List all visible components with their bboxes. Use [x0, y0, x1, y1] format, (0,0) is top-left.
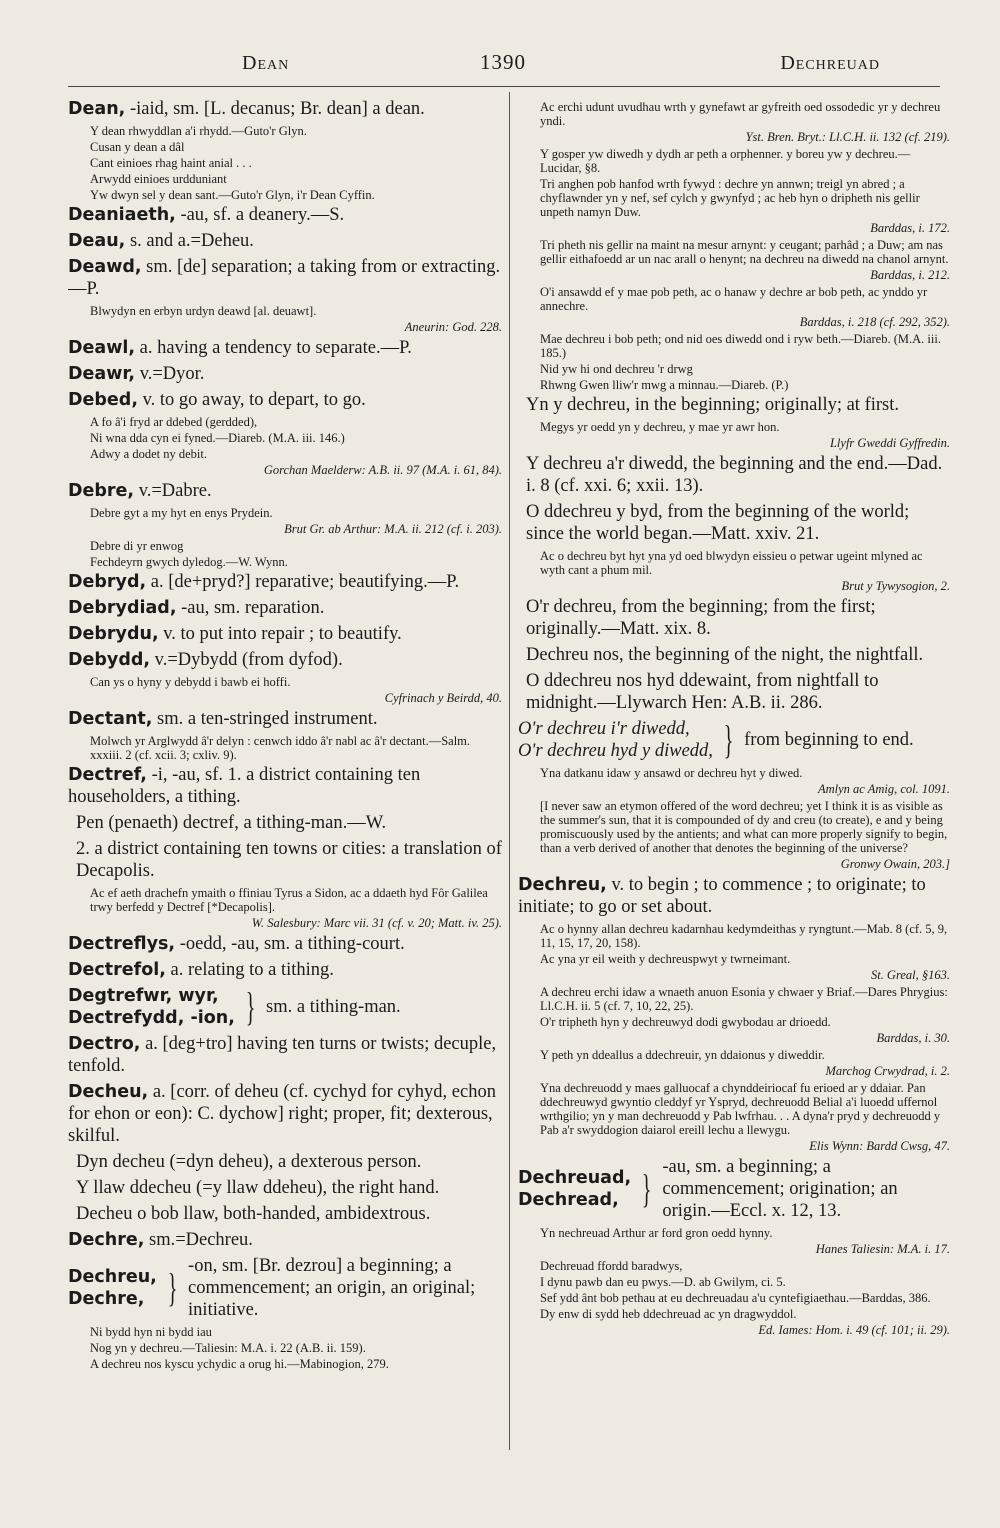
- header-rule: [68, 86, 940, 87]
- dictionary-entry: [68, 708, 502, 730]
- definition: -au, sf. a deanery.—S.: [175, 205, 345, 225]
- citation: Amlyn ac Amig, col. 1091.: [817, 782, 950, 796]
- quotation: Ni bydd hyn ni bydd iau: [90, 1325, 212, 1339]
- citation: Gronwy Owain, 203.]: [840, 857, 950, 871]
- headword: Decheu,: [68, 1082, 149, 1102]
- definition: v.=Dyor.: [135, 364, 205, 384]
- left-column: [68, 98, 502, 1488]
- headword: Debre,: [68, 481, 135, 501]
- definition: v.=Dybydd (from dyfod).: [150, 650, 343, 670]
- citation: Cyfrinach y Beirdd, 40.: [384, 691, 502, 705]
- quotation: Yw dwyn sel y dean sant.—Guto'r Glyn, i'r Dean Cyffin.: [90, 188, 375, 202]
- headword: Dectrefol,: [68, 960, 166, 980]
- dictionary-entry: [68, 764, 502, 808]
- sub-sense: 2. a district containing ten towns or cities: a translation of Decapolis.: [76, 839, 502, 881]
- sub-sense: Dyn decheu (=dyn deheu), a dexterous person.: [76, 1152, 422, 1172]
- headword: Debed,: [68, 390, 138, 410]
- citation: Barddas, i. 218 (cf. 292, 352).: [799, 315, 950, 329]
- dictionary-entry: [68, 933, 502, 955]
- right-column: [518, 98, 950, 1448]
- dictionary-entry: [518, 874, 950, 918]
- quotation: Y peth yn ddeallus a ddechreuir, yn ddaionus y diweddir.: [540, 1048, 825, 1062]
- headword: Debydd,: [68, 650, 151, 670]
- quotation: O'r tripheth hyn y dechreuwyd dodi gwybodau ar drioedd.: [540, 1015, 831, 1029]
- headword: Debrydu,: [68, 624, 159, 644]
- definition: v. to go away, to depart, to go.: [137, 390, 366, 410]
- quotation: Adwy a dodet ny debit.: [90, 447, 207, 461]
- brace: }: [245, 984, 256, 1029]
- definition: s. and a.=Deheu.: [125, 231, 254, 251]
- quotation: Tri anghen pob hanfod wrth fywyd : dechre yn annwn; treigl yn abred ; a chyflawnder yn y nef, sef cylch y gwynfyd ; ac heb hyn o dripheth nis gellir unpeth namyn Duw.: [540, 177, 920, 219]
- headword: Dean,: [68, 99, 126, 119]
- definition: v. to begin ; to commence ; to originate; to initiate; to go or set about.: [518, 875, 926, 917]
- definition: -oedd, -au, sm. a tithing-court.: [175, 934, 405, 954]
- dictionary-entry: [68, 1229, 502, 1251]
- dictionary-entry: [68, 256, 502, 300]
- headword: Dectref,: [68, 765, 147, 785]
- quotation: Ac o dechreu byt hyt yna yd oed blwydyn eissieu o petwar ugeint mlyned ac wyth cant a phum mil.: [540, 549, 923, 577]
- quotation: Fechdeyrn gwych dyledog.—W. Wynn.: [90, 555, 288, 569]
- dictionary-entry: [68, 98, 502, 120]
- quotation: Mae dechreu i bob peth; ond nid oes diwedd ond i ryw beth.—Diareb. (M.A. iii. 185.): [540, 332, 941, 360]
- headword: Deawl,: [68, 338, 136, 358]
- citation: Brut y Tywysogion, 2.: [841, 579, 950, 593]
- citation: Barddas, i. 30.: [876, 1031, 950, 1045]
- quotation: Yna dechreuodd y maes galluocaf a chynddeiriocaf fu erioed ar y ddaiar. Pan ddechreuwyd gwyntio cleddyf yr Yspryd, dechreuodd Belial a'i luoedd uffernol wrthgilio; yn y man dechreuodd y Pab lwfrhau. . . A dyna'r pryd y dechreuodd y Pab a'r swyddogion daiarol ereill lechu a llewygu.: [540, 1081, 941, 1137]
- dictionary-entry: [68, 204, 502, 226]
- citation: Ed. Iames: Hom. i. 49 (cf. 101; ii. 29).: [758, 1323, 950, 1337]
- running-head-left: Dean: [242, 52, 290, 74]
- definition: from beginning to end.: [744, 730, 914, 750]
- page-header: [70, 40, 930, 80]
- quotation: Sef ydd ânt bob pethau at eu dechreuadau a'u cyntefigiaethau.—Barddas, 386.: [540, 1291, 931, 1305]
- headword-group: Dechreu, Dechre,: [68, 1267, 157, 1309]
- quotation: Ac o hynny allan dechreu kadarnhau kedymdeithas y ryngtunt.—Mab. 8 (cf. 5, 9, 11, 15, 17, 20, 158).: [540, 922, 948, 950]
- headword: Deawd,: [68, 257, 142, 277]
- column-divider: [509, 92, 510, 1450]
- headword: Dectreflys,: [68, 934, 176, 954]
- quotation: Ac yna yr eil weith y dechreuspwyt y twrneimant.: [540, 952, 791, 966]
- definition: sm.=Dechreu.: [144, 1230, 253, 1250]
- definition: -iaid, sm. [L. decanus; Br. dean] a dean.: [125, 99, 425, 119]
- quotation: Nog yn y dechreu.—Taliesin: M.A. i. 22 (A.B. ii. 159).: [90, 1341, 366, 1355]
- headword: Dectro,: [68, 1034, 141, 1054]
- dictionary-entry: [68, 571, 502, 593]
- headword: Debrydiad,: [68, 598, 177, 618]
- citation: Aneurin: God. 228.: [404, 320, 502, 334]
- citation: Hanes Taliesin: M.A. i. 17.: [815, 1242, 950, 1256]
- dictionary-entry: [68, 1081, 502, 1147]
- citation: Barddas, i. 172.: [870, 221, 950, 235]
- quotation: Arwydd einioes urdduniant: [90, 172, 227, 186]
- dictionary-entry: [68, 480, 502, 502]
- brace: }: [167, 1265, 178, 1310]
- quotation: Ac erchi udunt uvudhau wrth y gynefawt ar gyfreith oed ossodedic yr y dechreu yndi.: [540, 100, 941, 128]
- quotation: Can ys o hyny y debydd i bawb ei hoffi.: [90, 675, 291, 689]
- sub-sense: Decheu o bob llaw, both-handed, ambidextrous.: [76, 1204, 431, 1224]
- sub-sense: Y dechreu a'r diwedd, the beginning and the end.—Dad. i. 8 (cf. xxi. 6; xxii. 13).: [526, 454, 943, 496]
- definition: sm. [de] separation; a taking from or extracting.—P.: [68, 257, 501, 299]
- quotation: A dechreu erchi idaw a wnaeth anuon Esonia y chwaer y Briaf.—Dares Phrygius: Ll.C.H. ii. 5 (cf. 7, 10, 22, 25).: [540, 985, 948, 1013]
- dictionary-entry: [68, 649, 502, 671]
- quotation: Ac ef aeth drachefn ymaith o ffiniau Tyrus a Sidon, ac a ddaeth hyd Fôr Galilea trwy berfedd y Dectref [*Decapolis].: [90, 886, 488, 914]
- definition: a. [de+pryd?] reparative; beautifying.—P.: [146, 572, 460, 592]
- dictionary-entry-pair: [518, 1156, 950, 1222]
- definition: a. having a tendency to separate.—P.: [135, 338, 412, 358]
- sub-sense: Y llaw ddecheu (=y llaw ddeheu), the right hand.: [76, 1178, 440, 1198]
- sub-sense: Yn y dechreu, in the beginning; originally; at first.: [526, 395, 899, 415]
- quotation: Cusan y dean a dâl: [90, 140, 185, 154]
- definition: v. to put into repair ; to beautify.: [158, 624, 402, 644]
- headword: Dechre,: [68, 1230, 145, 1250]
- citation: St. Greal, §163.: [870, 968, 950, 982]
- dictionary-entry: [68, 1033, 502, 1077]
- headword: Debryd,: [68, 572, 147, 592]
- brace: }: [641, 1166, 652, 1211]
- headword: Deaniaeth,: [68, 205, 176, 225]
- quotation: A fo â'i fryd ar ddebed (gerdded),: [90, 415, 258, 429]
- definition: v.=Dabre.: [134, 481, 212, 501]
- citation: W. Salesbury: Marc vii. 31 (cf. v. 20; Matt. iv. 25).: [251, 916, 502, 930]
- headword-group: O'r dechreu i'r diwedd, O'r dechreu hyd y diwedd,: [518, 719, 713, 761]
- quotation: Y dean rhwyddlan a'i rhydd.—Guto'r Glyn.: [90, 124, 307, 138]
- brace: }: [723, 717, 734, 762]
- citation: Marchog Crwydrad, i. 2.: [825, 1064, 950, 1078]
- headword: Dectant,: [68, 709, 153, 729]
- sub-sense: O ddechreu nos hyd ddewaint, from nightfall to midnight.—Llywarch Hen: A.B. ii. 286.: [526, 671, 879, 713]
- quotation: Yn nechreuad Arthur ar ford gron oedd hynny.: [540, 1226, 773, 1240]
- definition: sm. a tithing-man.: [266, 997, 401, 1017]
- headword-group: Degtrefwr, wyr, Dectrefydd, -ion,: [68, 986, 235, 1028]
- quotation: Debre di yr enwog: [90, 539, 184, 553]
- citation: Gorchan Maelderw: A.B. ii. 97 (M.A. i. 61, 84).: [263, 463, 502, 477]
- dictionary-entry: [68, 597, 502, 619]
- quotation: Tri pheth nis gellir na maint na mesur arnynt: y ceugant; parhâd ; a Duw; am nas gellir eithafoedd ar un nac arall o henynt; na dechreu na diwedd na chanol arnynt.: [540, 238, 949, 266]
- dictionary-entry: [68, 337, 502, 359]
- dictionary-entry: [68, 623, 502, 645]
- citation: Brut Gr. ab Arthur: M.A. ii. 212 (cf. i. 203).: [284, 522, 502, 536]
- headword: Deawr,: [68, 364, 136, 384]
- headword: Dechreu,: [518, 875, 607, 895]
- quotation: Megys yr oedd yn y dechreu, y mae yr awr hon.: [540, 420, 780, 434]
- quotation: Nid yw hi ond dechreu 'r drwg: [540, 362, 693, 376]
- quotation: Dechreuad ffordd baradwys,: [540, 1259, 683, 1273]
- dictionary-entry-pair: [68, 985, 502, 1029]
- sub-sense: O ddechreu y byd, from the beginning of the world; since the world began.—Matt. xxiv. 21.: [526, 502, 910, 544]
- quotation: [I never saw an etymon offered of the word dechreu; yet I think it is as visible as the summer's sun, that it is compounded of dy and creu (to create), e and y being promiscuously used by the antients; and what can more properly signify to begin, than a verb derived of another that denotes the beginning of the universe?: [540, 799, 948, 855]
- dictionary-entry: [68, 389, 502, 411]
- sub-sense: Pen (penaeth) dectref, a tithing-man.—W.: [76, 813, 387, 833]
- definition: -au, sm. a beginning; a commencement; origination; an origin.—Eccl. x. 12, 13.: [662, 1157, 898, 1221]
- page-number: 1390: [480, 50, 526, 74]
- quotation: Cant einioes rhag haint anial . . .: [90, 156, 252, 170]
- sub-sense: O'r dechreu, from the beginning; from the first; originally.—Matt. xix. 8.: [526, 597, 876, 639]
- citation: Yst. Bren. Bryt.: Ll.C.H. ii. 132 (cf. 219).: [745, 130, 950, 144]
- dictionary-entry: [68, 230, 502, 252]
- dictionary-entry: [68, 363, 502, 385]
- definition: -au, sm. reparation.: [176, 598, 325, 618]
- dictionary-entry-pair: [68, 1255, 502, 1321]
- quotation: O'i ansawdd ef y mae pob peth, ac o hanaw y dechre ar bob peth, ac ynddo yr annechre.: [540, 285, 928, 313]
- definition: a. [corr. of deheu (cf. cychyd for cyhyd, echon for ehon or eon): C. dychow] right; proper, fit; dexterous, skilful.: [68, 1082, 496, 1146]
- definition: -on, sm. [Br. dezrou] a beginning; a commencement; an origin, an original; initiative.: [188, 1256, 476, 1320]
- running-head-right: Dechreuad: [780, 52, 880, 74]
- quotation: Debre gyt a my hyt en enys Prydein.: [90, 506, 273, 520]
- citation: Llyfr Gweddi Gyffredin.: [829, 436, 950, 450]
- quotation: Molwch yr Arglwydd â'r delyn : cenwch iddo â'r nabl ac â'r dectant.—Salm. xxxiii. 2 (cf. xcii. 3; cxliv. 9).: [90, 734, 471, 762]
- quotation: Y gosper yw diwedh y dydh ar peth a orphenner. y boreu yw y dechreu.—Lucidar, §8.: [540, 147, 911, 175]
- definition: a. relating to a tithing.: [165, 960, 334, 980]
- quotation: A dechreu nos kyscu ychydic a orug hi.—Mabinogion, 279.: [90, 1357, 389, 1371]
- quotation: Yna datkanu idaw y ansawd or dechreu hyt y diwed.: [540, 766, 803, 780]
- dictionary-entry-pair: [518, 718, 950, 762]
- definition: -i, -au, sf. 1. a district containing ten householders, a tithing.: [68, 765, 421, 807]
- definition: a. [deg+tro] having ten turns or twists; decuple, tenfold.: [68, 1034, 497, 1076]
- citation: Barddas, i. 212.: [870, 268, 950, 282]
- dictionary-entry: [68, 959, 502, 981]
- quotation: Rhwng Gwen lliw'r mwg a minnau.—Diareb. (P.): [540, 378, 789, 392]
- sub-sense: Dechreu nos, the beginning of the night, the nightfall.: [526, 645, 924, 665]
- quotation: Blwydyn en erbyn urdyn deawd [al. deuawt].: [90, 304, 317, 318]
- quotation: Dy enw di sydd heb ddechreuad ac yn dragwyddol.: [540, 1307, 797, 1321]
- definition: sm. a ten-stringed instrument.: [152, 709, 378, 729]
- quotation: I dynu pawb dan eu pwys.—D. ab Gwilym, ci. 5.: [540, 1275, 786, 1289]
- headword: Deau,: [68, 231, 126, 251]
- headword-group: Dechreuad, Dechread,: [518, 1168, 632, 1210]
- citation: Elis Wynn: Bardd Cwsg, 47.: [809, 1139, 950, 1153]
- quotation: Ni wna dda cyn ei fyned.—Diareb. (M.A. iii. 146.): [90, 431, 345, 445]
